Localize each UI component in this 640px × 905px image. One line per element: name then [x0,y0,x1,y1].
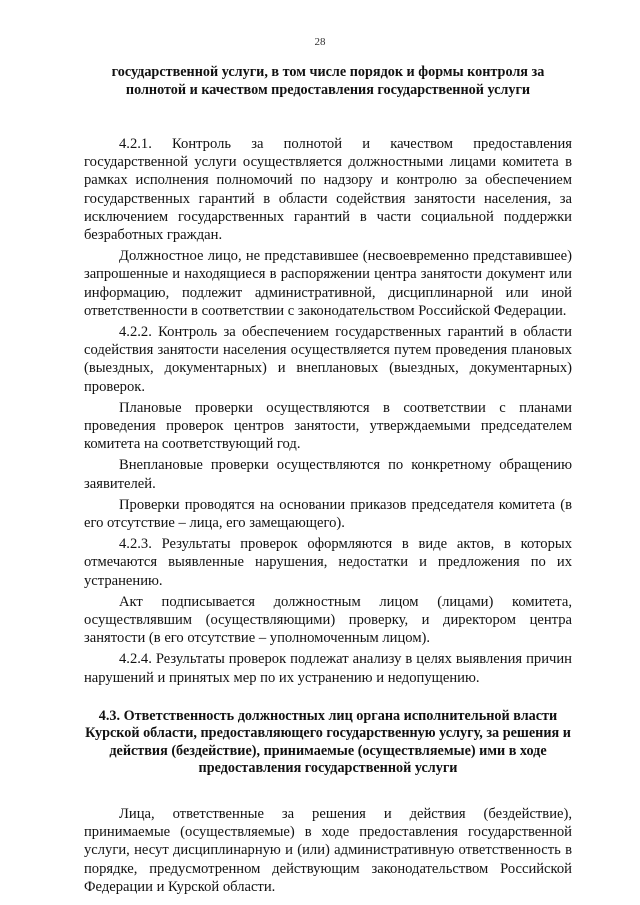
paragraph-responsibility: Лица, ответственные за решения и действия (бездействие), принимаемые (осуществляемые) в ходе предоставления государственной услуги, несут дисциплинарную и (или) административную ответственность в порядке, предусмотренном действующим законодательством Российской Федерации и Курской области. [84,805,572,895]
intro-heading: государственной услуги, в том числе порядок и формы контроля за полнотой и качеством предоставления государственной услуги [111,64,545,98]
page-number: 28 [314,36,326,48]
paragraph-official-liability: Должностное лицо, не представившее (несвоевременно представившее) запрошенные и находящиеся в распоряжении центра занятости документ или информацию, подлежит административной, дисциплинарной или иной ответственности в соответствии с законодательством Российской Федерации. [84,248,572,319]
paragraph-4-2-4: 4.2.4. Результаты проверок подлежат анализу в целях выявления причин нарушений и принятых мер по их устранению и недопущению. [84,651,572,686]
paragraph-check-orders: Проверки проводятся на основании приказов председателя комитета (в его отсутствие – лица, его замещающего). [84,496,572,532]
paragraph-planned-checks: Плановые проверки осуществляются в соответствии с планами проведения проверок центров занятости, утверждаемыми председателем комитета на соответствующий год. [84,399,572,453]
paragraph-act-signing: Акт подписывается должностным лицом (лицами) комитета, осуществлявшим (осуществляющими) проверку, и директором центра занятости (в его отсутствие – уполномоченным лицом). [84,593,572,647]
paragraph-4-2-2: 4.2.2. Контроль за обеспечением государственных гарантий в области содействия занятости населения осуществляется путем проведения плановых (выездных, документарных) и внеплановых (выездных, документарных) проверок. [84,324,572,395]
paragraph-4-2-3: 4.2.3. Результаты проверок оформляются в виде актов, в которых отмечаются выявленные нарушения, недостатки и предложения по их устранению. [84,536,572,589]
document-body [84,64,572,896]
paragraph-unplanned-checks: Внеплановые проверки осуществляются по конкретному обращению заявителей. [84,457,572,492]
paragraph-4-2-1: 4.2.1. Контроль за полнотой и качеством предоставления государственной услуги осуществляется должностными лицами комитета в рамках исполнения полномочий по надзору и контролю за обеспечением государственных гарантий в области содействия занятости населения, за исключением государственных гарантий в части социальной поддержки безработных граждан. [84,136,572,244]
section-heading-4-3: 4.3. Ответственность должностных лиц органа исполнительной власти Курской области, предоставляющего государственную услугу, за решения и действия (бездействие), принимаемые (осуществляемые) ими в ходе предоставления государственной услуги [85,707,571,777]
